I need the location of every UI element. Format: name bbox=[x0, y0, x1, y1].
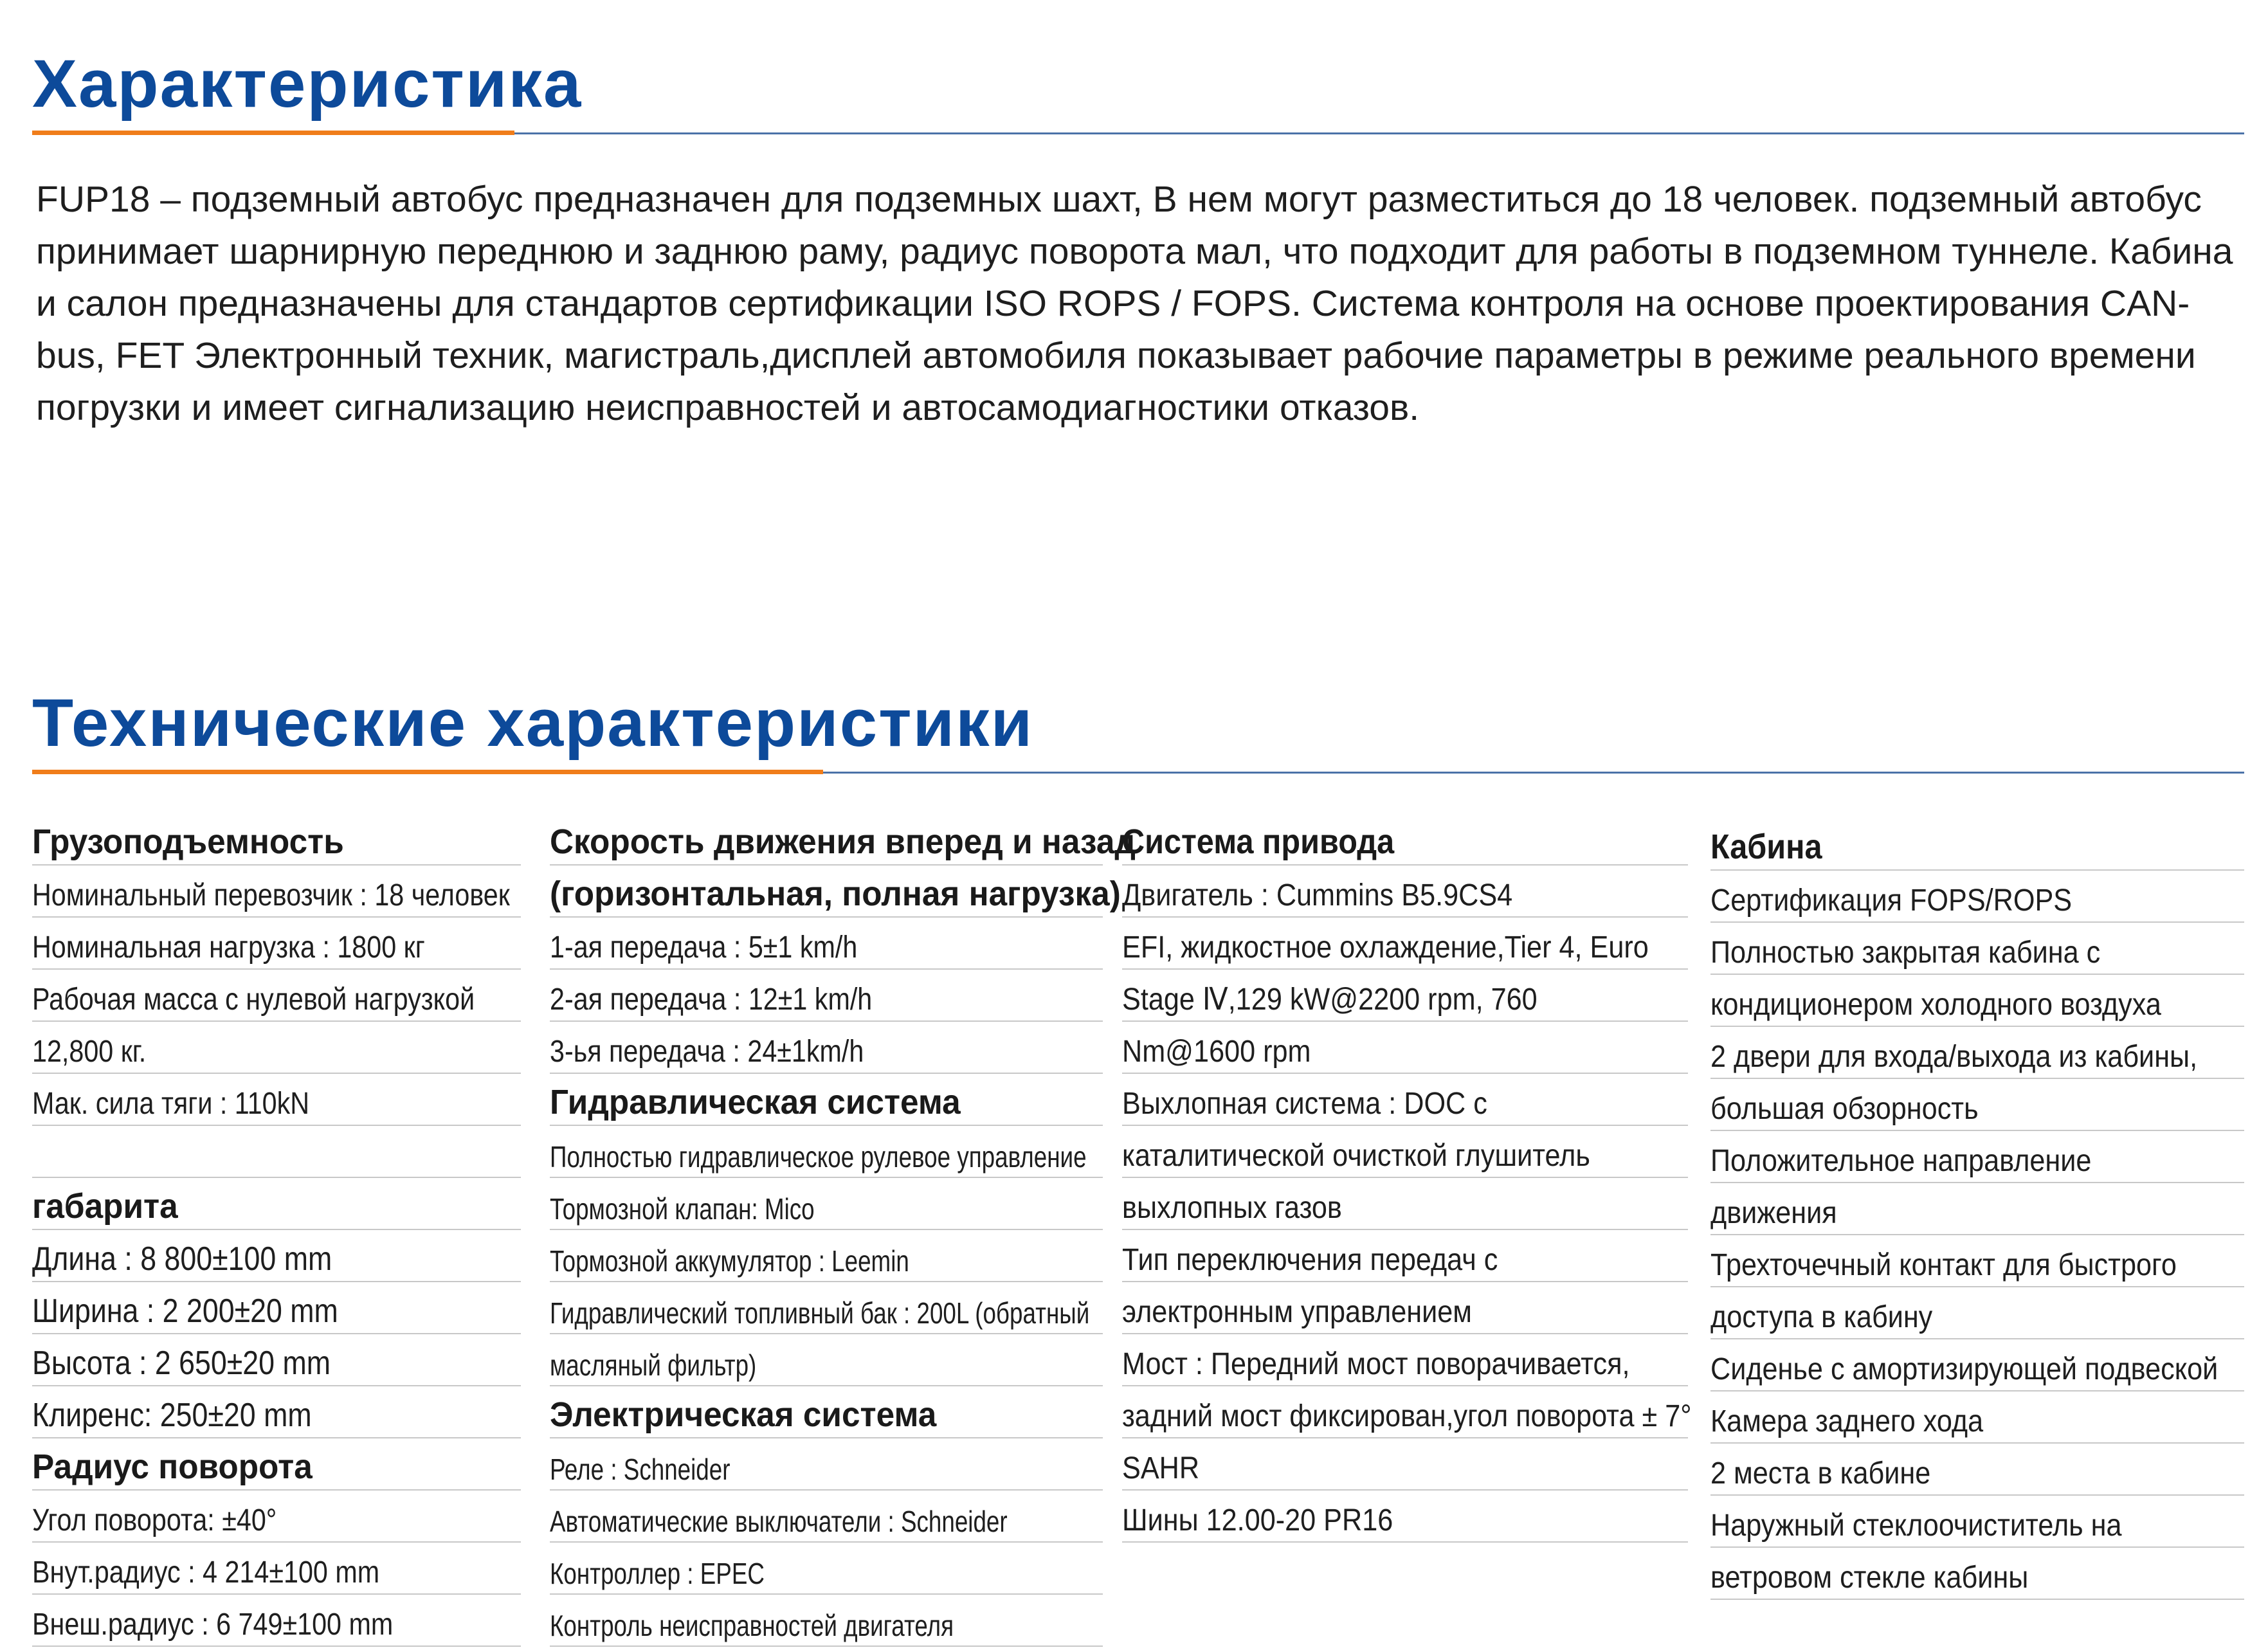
spec-row bbox=[1122, 1125, 1688, 1178]
spec-row bbox=[1122, 968, 1688, 1022]
spec-group-header-row bbox=[550, 812, 1136, 866]
spec-value: Контроллер : EPEC bbox=[550, 1557, 765, 1590]
spec-group-header-row bbox=[32, 1437, 521, 1491]
spec-row bbox=[32, 1229, 521, 1282]
spec-row bbox=[1122, 1020, 1688, 1074]
spec-row bbox=[1710, 869, 2244, 923]
spec-value: Длина : 8 800±100 mm bbox=[32, 1240, 332, 1278]
spec-row bbox=[32, 1020, 521, 1074]
spec-value: Тормозной клапан: Mico bbox=[550, 1192, 815, 1226]
spec-value: каталитической очисткой глушитель bbox=[1122, 1139, 1590, 1173]
spec-row bbox=[32, 1541, 521, 1595]
spec-row bbox=[1122, 1437, 1688, 1491]
spec-row bbox=[550, 1281, 1103, 1334]
spec-row bbox=[1122, 916, 1688, 970]
spec-value: Номинальная нагрузка : 1800 кг bbox=[32, 930, 425, 965]
spec-value: Рабочая масса с нулевой нагрузкой bbox=[32, 983, 475, 1017]
spec-value: Полностью гидравлическое рулевое управление bbox=[550, 1140, 1087, 1174]
spec-value: движения bbox=[1710, 1196, 1837, 1230]
spec-row bbox=[1710, 974, 2244, 1027]
spec-row bbox=[1710, 1390, 2244, 1444]
spec-value: Автоматические выключатели : Schneider bbox=[550, 1505, 1008, 1538]
spec-value: Положительное направление bbox=[1710, 1144, 2092, 1178]
spec-row bbox=[550, 1177, 1103, 1230]
spec-row bbox=[1122, 1489, 1688, 1543]
spec-value: электронным управлением bbox=[1122, 1295, 1472, 1329]
spec-row bbox=[32, 968, 521, 1022]
spec-row bbox=[1710, 1026, 2244, 1079]
spec-value: 1-ая передача : 5±1 km/h bbox=[550, 930, 858, 965]
spec-value: ветровом стекле кабины bbox=[1710, 1561, 2029, 1595]
spec-row bbox=[1710, 1286, 2244, 1339]
spec-row bbox=[32, 1385, 521, 1438]
spec-value: доступа в кабину bbox=[1710, 1300, 1933, 1334]
spec-value: кондиционером холодного воздуха bbox=[1710, 988, 2161, 1022]
spec-value: Тормозной аккумулятор : Leemin bbox=[550, 1244, 909, 1278]
spec-value: Шины 12.00-20 PR16 bbox=[1122, 1503, 1393, 1537]
spec-value: Тип переключения передач с bbox=[1122, 1243, 1498, 1277]
spec-value: Мост : Передний мост поворачивается, bbox=[1122, 1347, 1630, 1381]
characteristic-description: FUP18 – подземный автобус предназначен для подземных шахт, В нем могут разместиться до 18 человек. подземный автобус принимает шарнирную переднюю и заднюю раму, радиус поворота мал, что подходит для работы в подземном туннеле. Кабина и салон предназначены для стандартов сертификации ISO ROPS / FOPS. Система контроля на основе проектирования CAN-bus, FET Электронный техник, магистраль,дисплей автомобиля показывает рабочие параметры в режиме реального времени погрузки и имеет сигнализацию неисправностей и автосамодиагностики отказов. bbox=[36, 179, 2233, 428]
spec-value: 2 двери для входа/выхода из кабины, bbox=[1710, 1040, 2198, 1074]
spec-group-header-row bbox=[550, 864, 1121, 918]
spec-row bbox=[550, 1489, 1103, 1543]
spec-value: задний мост фиксирован,угол поворота ± 7° bbox=[1122, 1399, 1692, 1433]
spec-group-header-row bbox=[550, 1073, 1103, 1126]
spec-value: Реле : Schneider bbox=[550, 1453, 730, 1486]
spec-value: 3-ья передача : 24±1km/h bbox=[550, 1035, 864, 1069]
spec-row bbox=[32, 1125, 521, 1178]
spec-row bbox=[550, 1541, 1103, 1595]
spec-row bbox=[32, 1281, 521, 1334]
spec-row bbox=[550, 1125, 1103, 1178]
spec-row bbox=[1710, 1494, 2244, 1548]
spec-value: Наружный стеклоочиститель на bbox=[1710, 1509, 2122, 1543]
spec-row bbox=[1122, 1333, 1688, 1386]
spec-value: Stage Ⅳ,129 kW@2200 rpm, 760 bbox=[1122, 983, 1538, 1017]
spec-row bbox=[550, 1229, 1103, 1282]
spec-value: большая обзорность bbox=[1710, 1092, 1979, 1126]
spec-row bbox=[550, 1593, 1103, 1647]
spec-row bbox=[550, 968, 1103, 1022]
spec-group-header-row bbox=[1122, 812, 1688, 866]
spec-value: 2-ая передача : 12±1 km/h bbox=[550, 983, 873, 1017]
spec-value: Мак. сила тяги : 110kN bbox=[32, 1087, 310, 1121]
spec-group-title: Радиус поворота bbox=[32, 1447, 313, 1486]
spec-group-header-row bbox=[550, 1385, 1103, 1438]
spec-value: Nm@1600 rpm bbox=[1122, 1035, 1311, 1069]
spec-value: Сиденье с амортизирующей подвеской bbox=[1710, 1352, 2218, 1386]
spec-group-header-row bbox=[1710, 817, 2244, 871]
spec-group-title: Гидравлическая система bbox=[550, 1083, 961, 1121]
spec-value: Ширина : 2 200±20 mm bbox=[32, 1292, 338, 1330]
spec-row bbox=[32, 1073, 521, 1126]
spec-row bbox=[1710, 1078, 2244, 1131]
spec-row bbox=[1710, 1130, 2244, 1183]
spec-row bbox=[1122, 1385, 1692, 1438]
spec-group-title: Система привода bbox=[1122, 822, 1395, 861]
spec-row bbox=[1710, 1182, 2244, 1235]
spec-row bbox=[1710, 1442, 2244, 1496]
spec-row bbox=[1122, 1281, 1688, 1334]
spec-value: масляный фильтр) bbox=[550, 1348, 757, 1382]
specs-divider-accent bbox=[32, 770, 823, 774]
spec-row bbox=[32, 1593, 521, 1647]
spec-value: Сертификация FOPS/ROPS bbox=[1710, 884, 2073, 918]
spec-group-header-row bbox=[32, 1177, 521, 1230]
spec-value: 2 места в кабине bbox=[1710, 1456, 1931, 1491]
spec-group-title: (горизонтальная, полная нагрузка) bbox=[550, 875, 1121, 913]
specs-title: Технические характеристики bbox=[32, 685, 1034, 761]
spec-group-title: габарита bbox=[32, 1187, 178, 1226]
spec-value: Номинальный перевозчик : 18 человек bbox=[32, 878, 510, 912]
spec-value: Угол поворота: ±40° bbox=[32, 1503, 277, 1537]
spec-row bbox=[32, 1333, 521, 1386]
spec-value: 12,800 кг. bbox=[32, 1035, 147, 1069]
spec-row bbox=[32, 864, 521, 918]
spec-value: EFI, жидкостное охлаждение,Tier 4, Euro bbox=[1122, 930, 1649, 965]
spec-row bbox=[1710, 1546, 2244, 1600]
spec-value: Гидравлический топливный бак : 200L (обратный bbox=[550, 1296, 1090, 1330]
spec-value: Двигатель : Cummins B5.9CS4 bbox=[1122, 878, 1513, 912]
section-divider-accent bbox=[32, 131, 514, 135]
spec-value: Контроль неисправностей двигателя bbox=[550, 1609, 954, 1642]
spec-row bbox=[1122, 864, 1688, 918]
spec-row bbox=[1710, 921, 2244, 975]
spec-row bbox=[550, 916, 1103, 970]
spec-group-title: Электрическая система bbox=[550, 1395, 937, 1434]
spec-row bbox=[550, 1437, 1103, 1491]
spec-group-title: Грузоподъемность bbox=[32, 822, 344, 861]
spec-group-title: Скорость движения вперед и назад bbox=[550, 822, 1136, 861]
spec-row bbox=[1710, 1234, 2244, 1287]
spec-value: Трехточечный контакт для быстрого bbox=[1710, 1248, 2177, 1282]
spec-row bbox=[1122, 1229, 1688, 1282]
spec-row bbox=[32, 1489, 521, 1543]
spec-group-header-row bbox=[32, 812, 521, 866]
spec-row bbox=[550, 1020, 1103, 1074]
spec-value: Клиренс: 250±20 mm bbox=[32, 1397, 312, 1434]
spec-value: Внеш.радиус : 6 749±100 mm bbox=[32, 1608, 394, 1642]
spec-value: SAHR bbox=[1122, 1451, 1200, 1485]
spec-row bbox=[32, 916, 521, 970]
spec-row bbox=[1710, 1338, 2244, 1392]
spec-value: Полностью закрытая кабина с bbox=[1710, 936, 2101, 970]
spec-value: Выхлопная система : DOC с bbox=[1122, 1087, 1487, 1121]
spec-value: Камера заднего хода bbox=[1710, 1404, 1984, 1438]
spec-row bbox=[550, 1333, 1103, 1386]
spec-row bbox=[1122, 1073, 1688, 1126]
spec-row bbox=[1122, 1177, 1688, 1230]
spec-value: Внут.радиус : 4 214±100 mm bbox=[32, 1555, 380, 1590]
spec-value: Высота : 2 650±20 mm bbox=[32, 1345, 331, 1382]
spec-value: выхлопных газов bbox=[1122, 1191, 1342, 1225]
spec-group-title: Кабина bbox=[1710, 828, 1822, 866]
characteristic-title: Характеристика bbox=[32, 46, 583, 122]
